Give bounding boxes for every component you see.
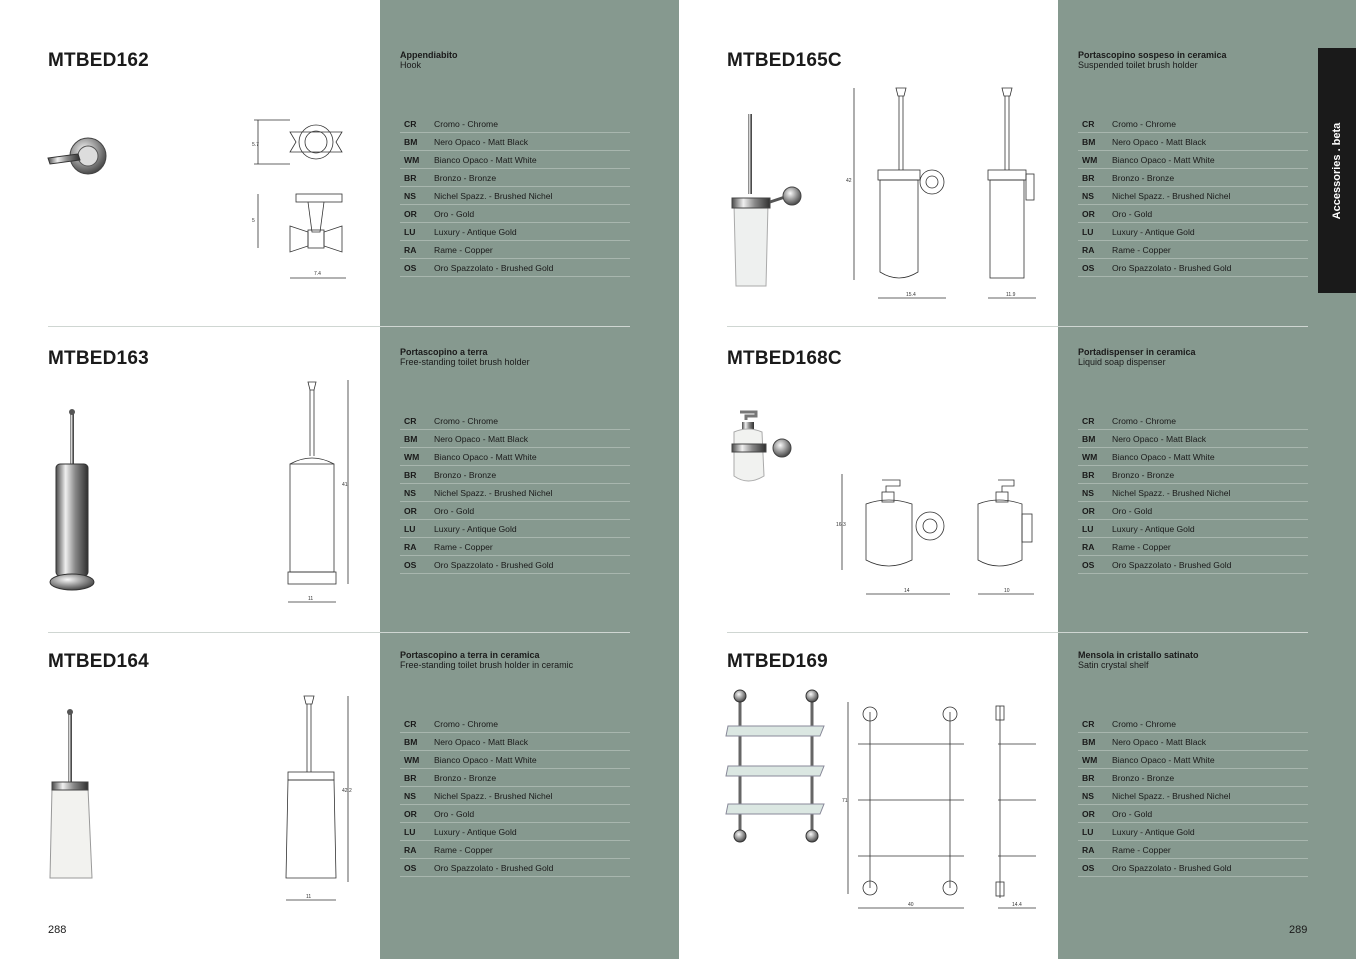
- finish-code: RA: [1078, 241, 1112, 259]
- finish-code: NS: [1078, 484, 1112, 502]
- finish-row: [400, 430, 630, 448]
- finish-row: [1078, 169, 1308, 187]
- finish-row: [400, 538, 630, 556]
- finish-row: [400, 823, 630, 841]
- finish-row: [400, 466, 630, 484]
- name-italian: Portadispenser in ceramica: [1078, 347, 1196, 357]
- finish-code: LU: [400, 823, 434, 841]
- finish-label: Bronzo - Bronze: [434, 769, 630, 787]
- product-description: [1078, 347, 1318, 367]
- finish-row: [400, 751, 630, 769]
- dimension-label: 16.3: [836, 522, 846, 528]
- finish-code: LU: [1078, 823, 1112, 841]
- section-tab-label: Accessories . beta: [1331, 122, 1343, 219]
- dimension-label: 11: [308, 596, 314, 602]
- finish-label: Rame - Copper: [434, 538, 630, 556]
- finish-code: OS: [1078, 556, 1112, 574]
- finish-row: [1078, 484, 1308, 502]
- finish-label: Nero Opaco - Matt Black: [1112, 733, 1308, 751]
- finish-label: Nichel Spazz. - Brushed Nichel: [434, 787, 630, 805]
- finish-label: Rame - Copper: [434, 241, 630, 259]
- finish-row: [1078, 115, 1308, 133]
- finish-label: Nichel Spazz. - Brushed Nichel: [434, 484, 630, 502]
- dimension-label: 11.9: [1006, 292, 1016, 298]
- suspended-brush-holder-technical-drawing: [842, 82, 1048, 304]
- finish-code: NS: [1078, 787, 1112, 805]
- finish-code: BR: [400, 169, 434, 187]
- finish-row: [1078, 823, 1308, 841]
- product-code: MTBED162: [48, 50, 149, 71]
- finish-label: Nichel Spazz. - Brushed Nichel: [1112, 787, 1308, 805]
- product-description: [400, 650, 640, 670]
- product-code: MTBED163: [48, 348, 149, 369]
- product-description: [1078, 50, 1318, 70]
- finish-row: [400, 520, 630, 538]
- finish-code: OR: [400, 205, 434, 223]
- name-italian: Portascopino a terra in ceramica: [400, 650, 540, 660]
- finish-code: WM: [1078, 751, 1112, 769]
- hook-technical-drawing: [250, 116, 360, 286]
- finish-label: Oro Spazzolato - Brushed Gold: [1112, 259, 1308, 277]
- finish-row: [1078, 430, 1308, 448]
- finish-label: Nero Opaco - Matt Black: [434, 430, 630, 448]
- finish-code: OS: [400, 859, 434, 877]
- finish-row: [1078, 259, 1308, 277]
- finish-code: OR: [400, 502, 434, 520]
- finish-row: [1078, 715, 1308, 733]
- soap-dispenser-photo: [728, 406, 798, 490]
- section-divider: [727, 326, 1308, 327]
- dimension-label: 10: [1004, 588, 1010, 594]
- finish-label: Cromo - Chrome: [1112, 412, 1308, 430]
- product-description: [1078, 650, 1318, 670]
- finish-code: OS: [400, 259, 434, 277]
- finish-label: Nichel Spazz. - Brushed Nichel: [1112, 187, 1308, 205]
- finish-table: [400, 412, 630, 574]
- finish-code: NS: [1078, 187, 1112, 205]
- finish-code: CR: [400, 115, 434, 133]
- finish-label: Oro Spazzolato - Brushed Gold: [434, 259, 630, 277]
- finish-row: [400, 715, 630, 733]
- name-english: Liquid soap dispenser: [1078, 357, 1166, 367]
- finish-label: Bronzo - Bronze: [434, 169, 630, 187]
- ceramic-brush-holder-technical-drawing: [276, 692, 360, 906]
- finish-row: [400, 733, 630, 751]
- finish-row: [1078, 502, 1308, 520]
- finish-code: LU: [1078, 223, 1112, 241]
- dimension-label: 42.2: [342, 788, 352, 794]
- finish-row: [1078, 769, 1308, 787]
- finish-table: [1078, 115, 1308, 277]
- finish-label: Bronzo - Bronze: [1112, 769, 1308, 787]
- finish-label: Rame - Copper: [434, 841, 630, 859]
- product-description: [400, 50, 640, 70]
- dimension-label: 14: [904, 588, 910, 594]
- dimension-label: 41: [342, 482, 348, 488]
- dimension-label: 42: [846, 178, 852, 184]
- section-tab: [1318, 48, 1356, 293]
- finish-row: [400, 859, 630, 877]
- finish-row: [400, 484, 630, 502]
- finish-row: [1078, 151, 1308, 169]
- finish-row: [1078, 520, 1308, 538]
- finish-row: [400, 205, 630, 223]
- finish-label: Luxury - Antique Gold: [434, 520, 630, 538]
- finish-label: Oro - Gold: [1112, 205, 1308, 223]
- finish-label: Luxury - Antique Gold: [434, 823, 630, 841]
- finish-label: Oro - Gold: [1112, 805, 1308, 823]
- finish-table: [1078, 715, 1308, 877]
- finish-code: RA: [400, 241, 434, 259]
- finish-label: Cromo - Chrome: [1112, 115, 1308, 133]
- dimension-label: 11: [306, 894, 312, 900]
- finish-code: BR: [400, 769, 434, 787]
- finish-code: WM: [400, 751, 434, 769]
- product-description: [400, 347, 640, 367]
- dimension-label: 14.4: [1012, 902, 1022, 908]
- finish-row: [1078, 805, 1308, 823]
- finish-row: [1078, 205, 1308, 223]
- finish-row: [1078, 448, 1308, 466]
- finish-row: [400, 787, 630, 805]
- finish-row: [400, 448, 630, 466]
- finish-row: [1078, 538, 1308, 556]
- finish-code: CR: [400, 715, 434, 733]
- finish-row: [1078, 223, 1308, 241]
- finish-label: Oro Spazzolato - Brushed Gold: [1112, 859, 1308, 877]
- product-code: MTBED169: [727, 651, 828, 672]
- product-code: MTBED168C: [727, 348, 842, 369]
- finish-code: BM: [400, 733, 434, 751]
- finish-label: Cromo - Chrome: [434, 412, 630, 430]
- finish-label: Bianco Opaco - Matt White: [434, 751, 630, 769]
- finish-row: [1078, 412, 1308, 430]
- finish-label: Oro - Gold: [434, 205, 630, 223]
- finish-code: BR: [1078, 169, 1112, 187]
- finish-label: Bronzo - Bronze: [1112, 169, 1308, 187]
- name-english: Free-standing toilet brush holder in ceramic: [400, 660, 574, 670]
- finish-code: WM: [400, 151, 434, 169]
- finish-code: CR: [1078, 412, 1112, 430]
- finish-code: OS: [1078, 859, 1112, 877]
- finish-row: [400, 769, 630, 787]
- finish-code: BR: [1078, 769, 1112, 787]
- finish-row: [400, 133, 630, 151]
- brush-holder-photo: [46, 406, 100, 594]
- glass-shelf-technical-drawing: [840, 698, 1044, 914]
- finish-code: CR: [400, 412, 434, 430]
- finish-label: Rame - Copper: [1112, 538, 1308, 556]
- finish-code: WM: [1078, 151, 1112, 169]
- finish-code: BR: [400, 466, 434, 484]
- finish-row: [400, 412, 630, 430]
- finish-label: Luxury - Antique Gold: [434, 223, 630, 241]
- section-divider: [48, 326, 630, 327]
- finish-code: WM: [400, 448, 434, 466]
- finish-label: Bianco Opaco - Matt White: [1112, 151, 1308, 169]
- finish-label: Nero Opaco - Matt Black: [434, 133, 630, 151]
- finish-label: Oro - Gold: [434, 502, 630, 520]
- finish-code: RA: [1078, 538, 1112, 556]
- finish-label: Rame - Copper: [1112, 841, 1308, 859]
- finish-label: Luxury - Antique Gold: [1112, 223, 1308, 241]
- glass-shelf-photo: [724, 686, 828, 850]
- hook-photo: [42, 132, 112, 182]
- name-italian: Appendiabito: [400, 50, 458, 60]
- finish-label: Bronzo - Bronze: [434, 466, 630, 484]
- finish-code: OR: [1078, 502, 1112, 520]
- page-number-right: 289: [1289, 924, 1308, 936]
- finish-row: [1078, 466, 1308, 484]
- name-english: Suspended toilet brush holder: [1078, 60, 1198, 70]
- section-divider: [727, 632, 1308, 633]
- dimension-label: 71: [842, 798, 848, 804]
- suspended-brush-holder-photo: [726, 110, 810, 292]
- name-italian: Mensola in cristallo satinato: [1078, 650, 1199, 660]
- finish-code: WM: [1078, 448, 1112, 466]
- name-english: Satin crystal shelf: [1078, 660, 1149, 670]
- section-divider: [48, 632, 630, 633]
- name-english: Hook: [400, 60, 422, 70]
- finish-label: Bianco Opaco - Matt White: [1112, 751, 1308, 769]
- finish-code: CR: [1078, 115, 1112, 133]
- finish-code: CR: [1078, 715, 1112, 733]
- finish-label: Oro Spazzolato - Brushed Gold: [1112, 556, 1308, 574]
- finish-code: OS: [1078, 259, 1112, 277]
- finish-label: Nero Opaco - Matt Black: [1112, 430, 1308, 448]
- dimension-label: 15.4: [906, 292, 916, 298]
- finish-code: OS: [400, 556, 434, 574]
- soap-dispenser-technical-drawing: [834, 470, 1048, 602]
- finish-label: Bianco Opaco - Matt White: [1112, 448, 1308, 466]
- finish-code: NS: [400, 187, 434, 205]
- finish-row: [1078, 556, 1308, 574]
- finish-code: BM: [400, 430, 434, 448]
- finish-label: Rame - Copper: [1112, 241, 1308, 259]
- finish-row: [1078, 241, 1308, 259]
- name-english: Free-standing toilet brush holder: [400, 357, 530, 367]
- finish-code: LU: [1078, 520, 1112, 538]
- finish-code: BM: [1078, 733, 1112, 751]
- finish-row: [400, 187, 630, 205]
- finish-table: [400, 115, 630, 277]
- name-italian: Portascopino sospeso in ceramica: [1078, 50, 1227, 60]
- finish-code: RA: [400, 538, 434, 556]
- finish-label: Nero Opaco - Matt Black: [434, 733, 630, 751]
- finish-row: [400, 223, 630, 241]
- finish-label: Nero Opaco - Matt Black: [1112, 133, 1308, 151]
- finish-code: BM: [1078, 133, 1112, 151]
- finish-label: Cromo - Chrome: [1112, 715, 1308, 733]
- page-number-left: 288: [48, 924, 67, 936]
- product-code: MTBED165C: [727, 50, 842, 71]
- finish-code: OR: [1078, 805, 1112, 823]
- finish-label: Oro - Gold: [1112, 502, 1308, 520]
- finish-code: LU: [400, 223, 434, 241]
- finish-row: [1078, 133, 1308, 151]
- product-code: MTBED164: [48, 651, 149, 672]
- finish-code: LU: [400, 520, 434, 538]
- finish-code: RA: [400, 841, 434, 859]
- finish-row: [400, 841, 630, 859]
- finish-row: [400, 556, 630, 574]
- finish-code: OR: [400, 805, 434, 823]
- finish-row: [400, 115, 630, 133]
- finish-label: Nichel Spazz. - Brushed Nichel: [1112, 484, 1308, 502]
- finish-table: [1078, 412, 1308, 574]
- finish-code: RA: [1078, 841, 1112, 859]
- finish-label: Bianco Opaco - Matt White: [434, 448, 630, 466]
- finish-row: [1078, 787, 1308, 805]
- finish-row: [1078, 733, 1308, 751]
- finish-row: [400, 259, 630, 277]
- finish-label: Oro Spazzolato - Brushed Gold: [434, 859, 630, 877]
- finish-row: [400, 502, 630, 520]
- finish-label: Oro - Gold: [434, 805, 630, 823]
- finish-code: NS: [400, 787, 434, 805]
- dimension-label: 5.7: [252, 142, 259, 148]
- finish-row: [1078, 841, 1308, 859]
- finish-label: Luxury - Antique Gold: [1112, 520, 1308, 538]
- finish-label: Cromo - Chrome: [434, 715, 630, 733]
- finish-label: Nichel Spazz. - Brushed Nichel: [434, 187, 630, 205]
- finish-row: [1078, 751, 1308, 769]
- finish-row: [400, 169, 630, 187]
- brush-holder-technical-drawing: [276, 376, 360, 608]
- name-italian: Portascopino a terra: [400, 347, 488, 357]
- finish-row: [1078, 187, 1308, 205]
- finish-code: OR: [1078, 205, 1112, 223]
- finish-code: NS: [400, 484, 434, 502]
- finish-label: Bianco Opaco - Matt White: [434, 151, 630, 169]
- finish-label: Cromo - Chrome: [434, 115, 630, 133]
- finish-code: BM: [400, 133, 434, 151]
- finish-code: BM: [1078, 430, 1112, 448]
- finish-row: [1078, 859, 1308, 877]
- ceramic-brush-holder-photo: [46, 708, 100, 886]
- finish-row: [400, 151, 630, 169]
- dimension-label: 40: [908, 902, 914, 908]
- dimension-label: 5: [252, 218, 255, 224]
- finish-label: Bronzo - Bronze: [1112, 466, 1308, 484]
- finish-row: [400, 241, 630, 259]
- finish-table: [400, 715, 630, 877]
- dimension-label: 7.4: [314, 271, 321, 277]
- finish-row: [400, 805, 630, 823]
- finish-code: BR: [1078, 466, 1112, 484]
- finish-label: Oro Spazzolato - Brushed Gold: [434, 556, 630, 574]
- finish-label: Luxury - Antique Gold: [1112, 823, 1308, 841]
